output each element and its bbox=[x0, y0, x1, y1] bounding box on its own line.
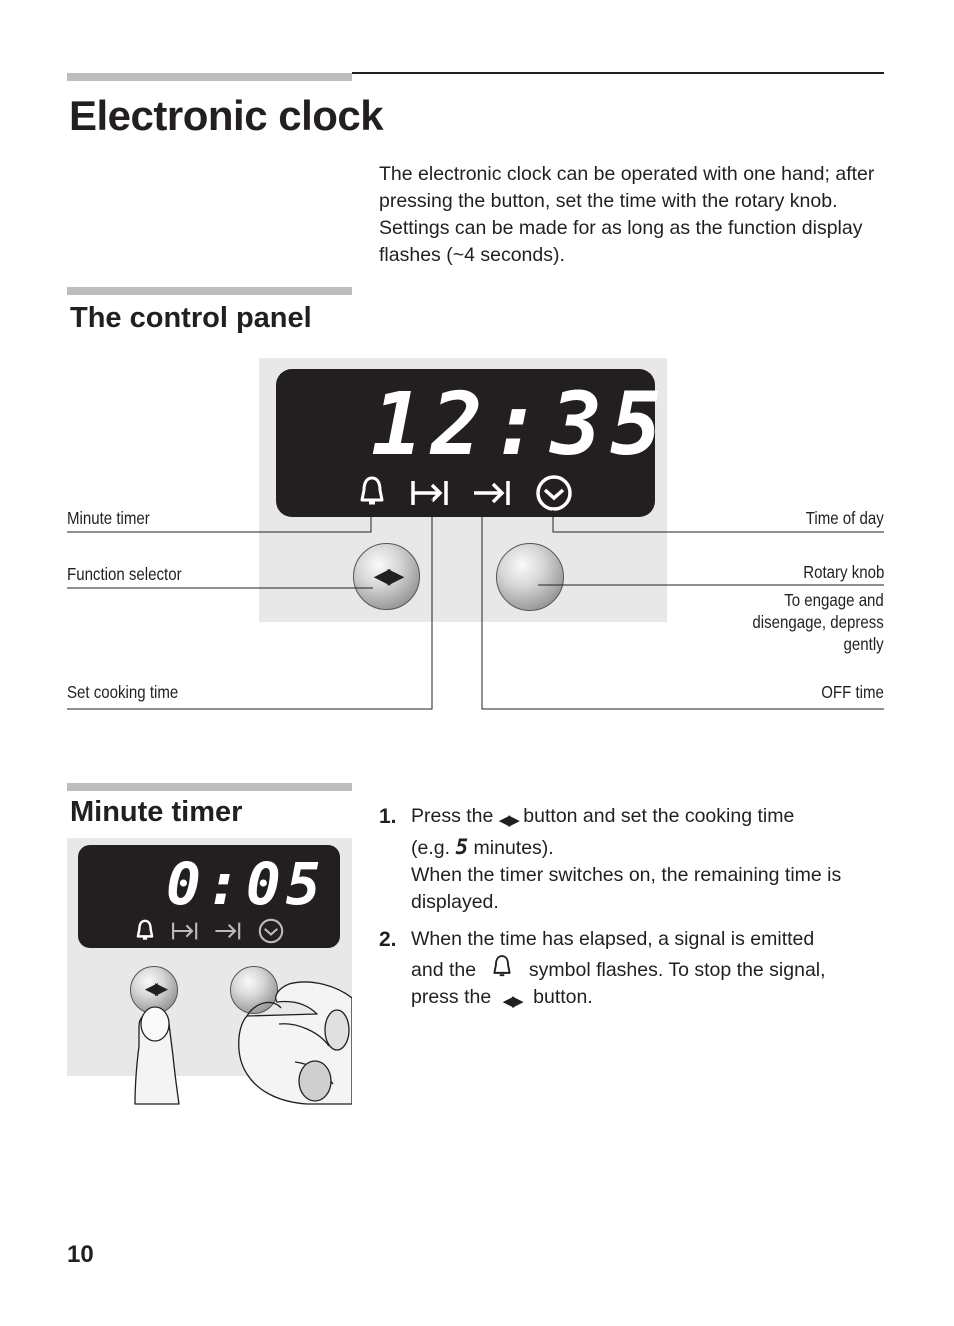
bell-icon bbox=[489, 953, 515, 979]
label-set-cooking-time: Set cooking time bbox=[67, 682, 179, 702]
step-1 bbox=[379, 803, 885, 916]
small-left-right-arrows-icon: ◀▶ bbox=[144, 979, 166, 999]
small-bell-icon bbox=[133, 918, 157, 942]
step-2-text-b: and the bbox=[411, 959, 477, 981]
label-minute-timer: Minute timer bbox=[67, 508, 150, 528]
label-off-time: OFF time bbox=[821, 682, 884, 702]
hand-illustration bbox=[67, 966, 352, 1106]
step-2 bbox=[379, 926, 885, 1015]
left-right-arrows-icon: ◀▶ bbox=[373, 564, 402, 589]
label-rotary-knob-note-3: gently bbox=[843, 634, 884, 654]
intro-text: The electronic clock can be operated with one hand; after pressing the button, set the time with the rotary knob. Settings can be made for as long as the function display flashes (~4 seconds). bbox=[379, 163, 875, 266]
example-digit: 5 bbox=[455, 835, 469, 859]
minute-timer-grey-bar bbox=[67, 783, 352, 791]
step-1-text-d: minutes). bbox=[473, 837, 554, 859]
small-cooking-time-icon bbox=[171, 919, 199, 943]
small-clock-icon bbox=[257, 917, 285, 945]
minute-timer-heading: Minute timer bbox=[70, 796, 243, 828]
minute-timer-display bbox=[78, 845, 340, 948]
step-1-number: 1. bbox=[379, 805, 397, 828]
step-2-text-c: symbol flashes. To stop the signal, bbox=[528, 959, 826, 981]
step-1-text-c: (e.g. bbox=[411, 837, 451, 859]
control-panel-heading: The control panel bbox=[70, 302, 312, 334]
left-right-arrows-icon: ◀▶ bbox=[498, 812, 518, 829]
label-rotary-knob-note-2: disengage, depress bbox=[752, 612, 884, 632]
step-2-text-a: When the time has elapsed, a signal is emitted bbox=[411, 928, 815, 950]
step-2-text-d: press the bbox=[411, 986, 492, 1008]
step-1-text-b: button and set the cooking time bbox=[523, 805, 795, 827]
small-off-time-icon bbox=[214, 919, 242, 943]
page-number: 10 bbox=[67, 1241, 94, 1268]
step-2-number: 2. bbox=[379, 928, 397, 951]
page-title: Electronic clock bbox=[69, 92, 384, 139]
label-function-selector: Function selector bbox=[67, 564, 182, 584]
step-1-text-a: Press the bbox=[411, 805, 494, 827]
minute-timer-steps bbox=[379, 803, 885, 1025]
label-rotary-knob-note-1: To engage and bbox=[784, 590, 884, 610]
minute-timer-display-time: 0:05 bbox=[166, 850, 326, 918]
label-time-of-day: Time of day bbox=[805, 508, 884, 528]
left-right-arrows-icon: ◀▶ bbox=[502, 993, 522, 1010]
display-time: 12:35 bbox=[371, 375, 670, 475]
step-2-text-e: button. bbox=[533, 986, 593, 1008]
label-rotary-knob: Rotary knob bbox=[802, 562, 884, 582]
step-1-text-e: When the timer switches on, the remaining time is displayed. bbox=[411, 864, 842, 913]
